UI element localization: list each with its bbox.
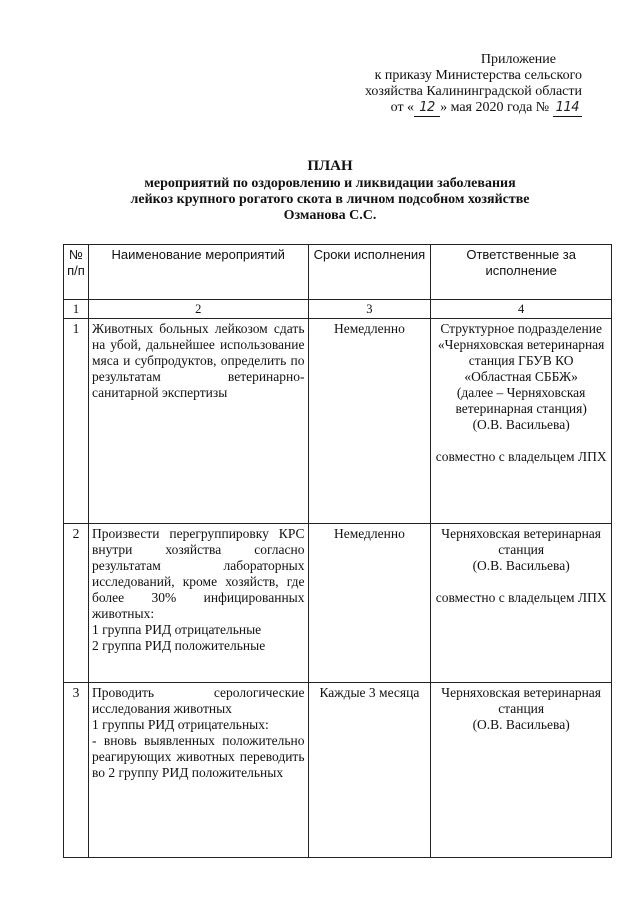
measure-responsible [431, 683, 612, 858]
responsible-person: (О.В. Васильева) [472, 558, 570, 573]
measure-term: Немедленно [308, 524, 431, 683]
column-number: 4 [431, 300, 612, 319]
handwritten-day: 12 [414, 100, 440, 117]
table-row [64, 319, 612, 524]
handwritten-order-number: 114 [553, 100, 582, 117]
appendix-title: Приложение [480, 52, 556, 67]
measure-group-1: 1 группа РИД отрицательные [91, 622, 262, 637]
row-number: 1 [64, 319, 89, 524]
measure-group-1: 1 группы РИД отрицательных: [91, 717, 269, 732]
column-number: 1 [64, 300, 89, 319]
measures-table [63, 244, 612, 858]
date-prefix: от « [390, 100, 415, 115]
date-middle: » мая 2020 года № [440, 100, 550, 115]
header-term: Сроки исполнения [308, 245, 431, 300]
title-plan: ПЛАН [307, 158, 353, 174]
responsible-person: (О.В. Васильева) [472, 417, 570, 432]
table-row [64, 524, 612, 683]
responsible-abbrev: (далее – Черняховская ветеринарная станция) [455, 385, 587, 416]
measure-group-2: 2 группа РИД положительные [91, 638, 266, 653]
table-header-row [64, 245, 612, 300]
responsible-org: Структурное подразделение «Черняховская ветеринарная станция ГБУВ КО «Областная СББЖ» [437, 321, 605, 384]
measure-description [88, 683, 308, 858]
measure-term: Немедленно [308, 319, 431, 524]
row-number: 3 [64, 683, 89, 858]
measure-responsible [431, 319, 612, 524]
column-number: 2 [88, 300, 308, 319]
title-line-3: Озманова С.С. [283, 208, 377, 223]
measure-term: Каждые 3 месяца [308, 683, 431, 858]
column-number: 3 [308, 300, 431, 319]
appendix-header [322, 52, 582, 117]
responsible-org: Черняховская ветеринарная станция [441, 685, 601, 716]
measure-subtext: - вновь выявленных положительно реагирующих животных переводить во 2 группу РИД положительных [91, 733, 305, 780]
row-number: 2 [64, 524, 89, 683]
responsible-joint: совместно с владельцем ЛПХ [435, 449, 607, 464]
measure-text: Проводить серологические исследования животных [91, 685, 305, 716]
responsible-joint: совместно с владельцем ЛПХ [435, 590, 607, 605]
responsible-org: Черняховская ветеринарная станция [441, 526, 601, 557]
appendix-order-ref: к приказу Министерства сельского [374, 68, 582, 83]
header-name: Наименование мероприятий [88, 245, 308, 300]
header-num: № п/п [64, 245, 89, 300]
table-row [64, 683, 612, 858]
document-title [60, 158, 600, 224]
measure-responsible [431, 524, 612, 683]
appendix-ministry: хозяйства Калининградской области [364, 84, 582, 99]
measure-text: Произвести перегруппировку КРС внутри хозяйства согласно результатам лабораторных исследований, кроме хозяйств, где более 30% инфицированных животных: [91, 526, 305, 621]
appendix-date-line [322, 100, 582, 117]
title-line-1: мероприятий по оздоровлению и ликвидации заболевания [144, 176, 516, 191]
header-responsible: Ответственные за исполнение [431, 245, 612, 300]
column-numbers-row [64, 300, 612, 319]
measure-description [88, 524, 308, 683]
measure-description: Животных больных лейкозом сдать на убой, дальнейшее использование мяса и субпродуктов, определить по результатам ветеринарно-санитарной экспертизы [88, 319, 308, 524]
responsible-person: (О.В. Васильева) [472, 717, 570, 732]
title-line-2: лейкоз крупного рогатого скота в личном подсобном хозяйстве [130, 192, 530, 207]
